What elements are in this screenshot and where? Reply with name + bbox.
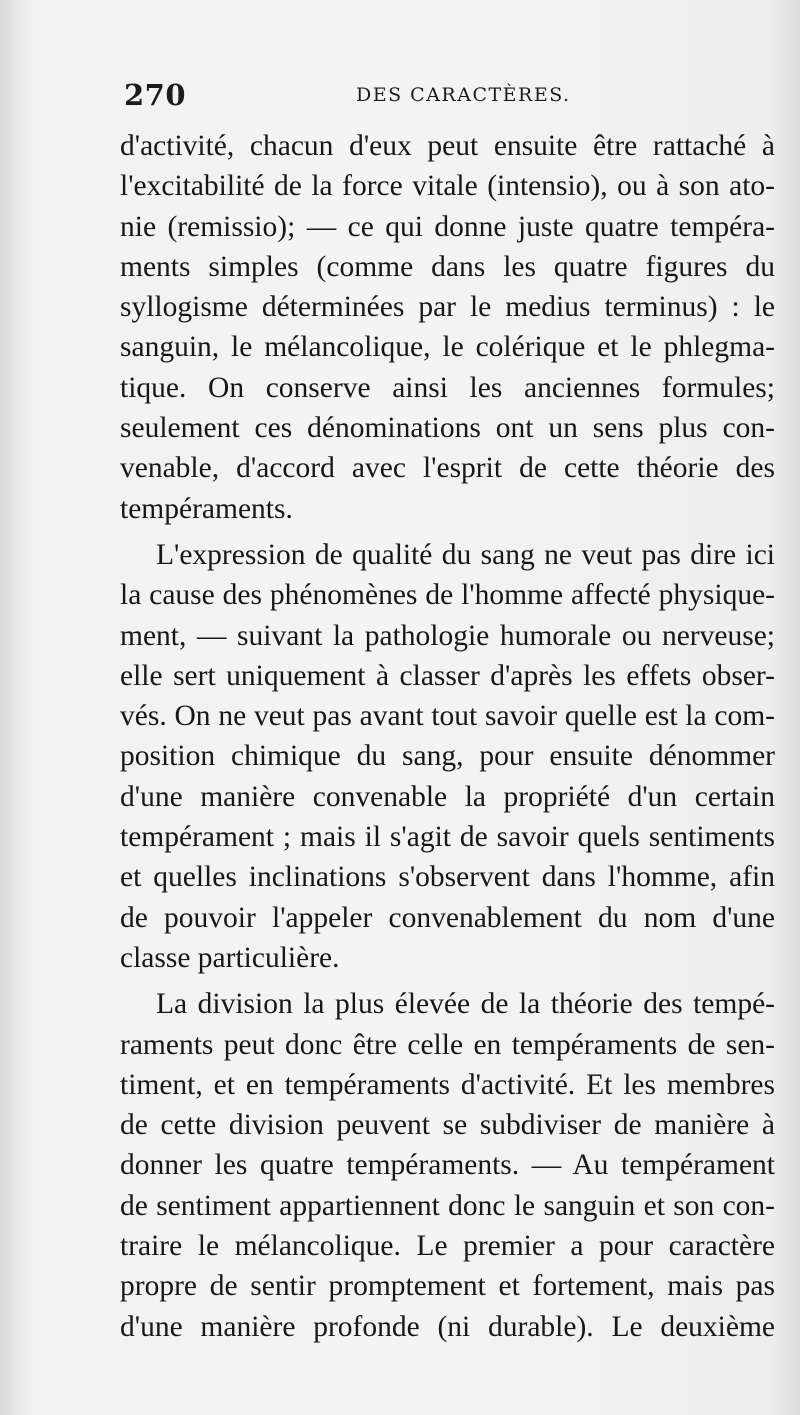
text-line: propre de sentir promptement et fortement, mais pas [120,1270,775,1303]
text-line: nie (remissio); — ce qui donne juste quatre tempéra- [120,210,775,243]
text-line: syllogisme déterminées par le medius terminus) : le [120,291,775,324]
text-line: la cause des phénomènes de l'homme affecté physique- [120,579,775,612]
paragraph-1 [120,126,775,529]
body-text [120,126,775,1347]
text-line: de cette division peuvent se subdiviser de manière à [120,1109,775,1142]
text-line: La division la plus élevée de la théorie des tempé- [156,988,775,1021]
text-line: L'expression de qualité du sang ne veut pas dire ici [156,538,775,571]
text-line: donner les quatre tempéraments. — Au tempérament [120,1149,775,1182]
text-line: de pouvoir l'appeler convenablement du nom d'une [120,901,775,934]
text-line: sanguin, le mélancolique, le colérique et le phlegma- [120,331,775,364]
paragraph-2 [120,535,775,978]
text-line: d'une manière convenable la propriété d'un certain [120,780,775,813]
text-line: ment, — suivant la pathologie humorale ou nerveuse; [120,619,775,652]
running-title: DES CARACTÈRES. [356,84,571,106]
text-line: tique. On conserve ainsi les anciennes formules; [120,371,775,404]
text-line: classe particulière. [120,941,340,974]
text-line: vés. On ne veut pas avant tout savoir quelle est la com- [120,700,775,733]
text-line: et quelles inclinations s'observent dans l'homme, afin [120,861,775,894]
text-line: timent, et en tempéraments d'activité. Et les membres [120,1068,775,1101]
text-line: position chimique du sang, pour ensuite dénommer [120,740,775,773]
text-line: l'excitabilité de la force vitale (intensio), ou à son ato- [120,170,775,203]
text-line: ments simples (comme dans les quatre figures du [120,250,775,283]
text-line: seulement ces dénominations ont un sens plus con- [120,412,775,445]
paragraph-3 [120,984,775,1347]
text-line: d'une manière profonde (ni durable). Le deuxième [120,1310,775,1343]
text-line: raments peut donc être celle en tempéraments de sen- [120,1028,775,1061]
text-line: de sentiment appartiennent donc le sanguin et son con- [120,1189,775,1222]
page-header [120,78,780,118]
text-line: venable, d'accord avec l'esprit de cette théorie des [120,452,775,485]
page-number: 270 [124,78,187,112]
text-line: traire le mélancolique. Le premier a pour caractère [120,1230,775,1263]
text-line: tempérament ; mais il s'agit de savoir quels sentiments [120,821,775,854]
text-line: elle sert uniquement à classer d'après les effets obser- [120,659,775,692]
text-line: d'activité, chacun d'eux peut ensuite être rattaché à [120,130,775,162]
text-line: tempéraments. [120,492,293,525]
